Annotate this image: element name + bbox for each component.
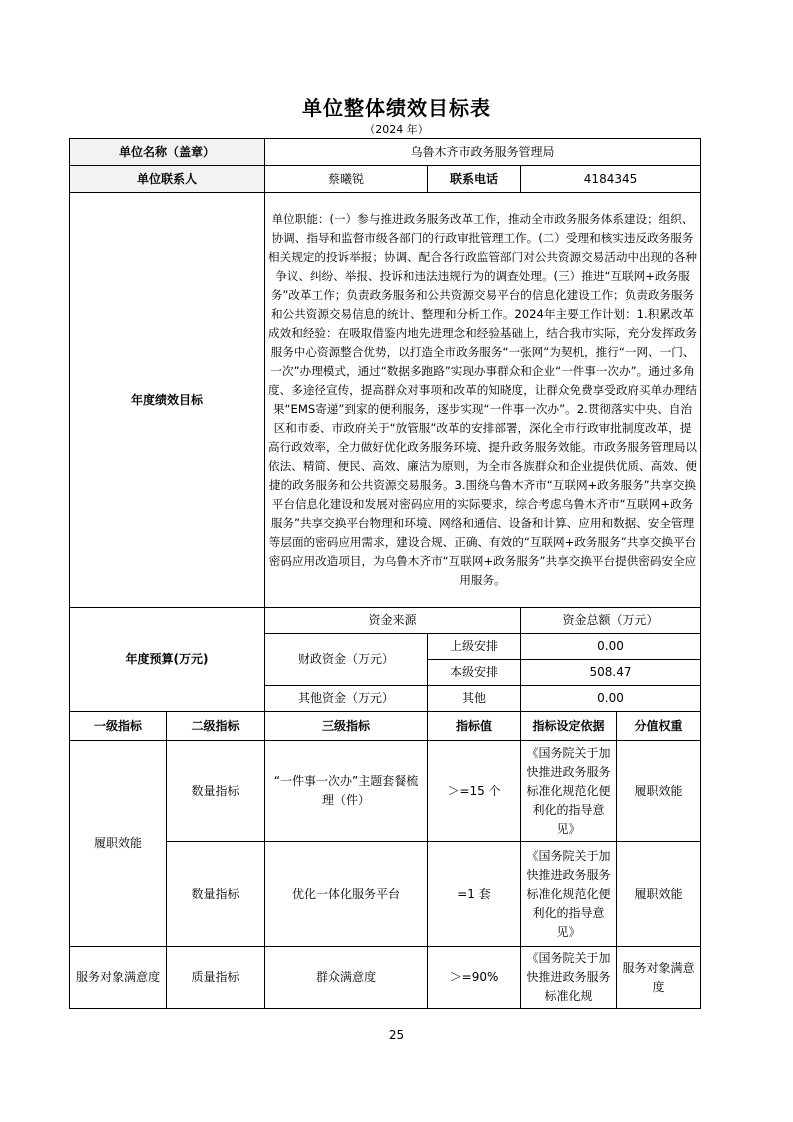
local-allocation-label: 本级安排 — [428, 660, 521, 686]
row3-value: ＞=90% — [428, 947, 521, 1009]
row2-basis: 《国务院关于加快推进政务服务标准化规范化便利化的指导意见》 — [521, 842, 617, 947]
row3-level2: 质量指标 — [167, 947, 265, 1009]
unit-name-label: 单位名称（盖章） — [70, 139, 265, 166]
upper-allocation-label: 上级安排 — [428, 634, 521, 660]
row2-level2: 数量指标 — [167, 842, 265, 947]
contact-label: 单位联系人 — [70, 166, 265, 193]
row3-weight: 服务对象满意度 — [617, 947, 701, 1009]
level1-performance: 履职效能 — [70, 741, 167, 947]
other-fund-value: 0.00 — [521, 686, 701, 712]
phone-label: 联系电话 — [428, 166, 521, 193]
other-fund-sub-label: 其他 — [428, 686, 521, 712]
row1-level3: “一件事一次办”主题套餐梳理（件） — [265, 741, 428, 842]
row1-weight: 履职效能 — [617, 741, 701, 842]
header-level1: 一级指标 — [70, 712, 167, 741]
fiscal-fund-label: 财政资金（万元） — [265, 634, 428, 686]
local-allocation-value: 508.47 — [521, 660, 701, 686]
row2-level3: 优化一体化服务平台 — [265, 842, 428, 947]
performance-table — [69, 138, 701, 1009]
table-row — [70, 947, 701, 1009]
header-level2: 二级指标 — [167, 712, 265, 741]
contact-name: 蔡曦锐 — [265, 166, 428, 193]
row2-weight: 履职效能 — [617, 842, 701, 947]
row1-level2: 数量指标 — [167, 741, 265, 842]
table-row — [70, 741, 701, 842]
header-basis: 指标设定依据 — [521, 712, 617, 741]
other-fund-label: 其他资金（万元） — [265, 686, 428, 712]
page-title: 单位整体绩效目标表 — [302, 96, 491, 120]
fund-source-header: 资金来源 — [265, 608, 521, 634]
header-weight: 分值权重 — [617, 712, 701, 741]
fund-total-header: 资金总额（万元） — [521, 608, 701, 634]
row3-level1: 服务对象满意度 — [70, 947, 167, 1009]
upper-allocation-value: 0.00 — [521, 634, 701, 660]
year-label: （2024 年） — [364, 123, 429, 136]
phone-value: 4184345 — [521, 166, 701, 193]
goal-text: 单位职能：(一）参与推进政务服务改革工作，推动全市政务服务体系建设；组织、协调、指导和监督市级各部门的行政审批管理工作。(二）受理和核实违反政务服务相关规定的投诉举报；协调、配合各行政监管部门对公共资源交易活动中出现的各种争议、纠纷、举报、投诉和违法违规行为的调查处理。(三）推进“互联网+政务服务”改革工作；负责政务服务和公共资源交易平台的信息化建设工作；负责政务服务和公共资源交易信息的统计、整理和分析工作。2024年主要工作计划：1.积累改革成效和经验：在吸取借鉴内地先进理念和经验基础上，结合我市实际，充分发挥政务服务中心资源整合优势，以打造全市政务服务“一张网”为契机，推行“一网、一门、一次”办理模式，通过“数据多跑路”实现办事群众和企业“一件事一次办”。通过多角度、多途径宣传，提高群众对事项和改革的知晓度，让群众免费享受政府买单办理结果“EMS寄递”到家的便利服务，逐步实现“一件事一次办”。2.贯彻落实中央、自治区和市委、市政府关于“放管服”改革的安排部署，深化全市行政审批制度改革，提高行政效率，全力做好优化政务服务环境、提升政务服务效能。市政务服务管理局以依法、精简、便民、高效、廉洁为原则，为全市各族群众和企业提供优质、高效、便捷的政务服务和公共资源交易服务。3.围绕乌鲁木齐市“互联网+政务服务”共享交换平台信息化建设和发展对密码应用的实际要求，综合考虑乌鲁木齐市“互联网+政务服务”共享交换平台物理和环境、网络和通信、设备和计算、应用和数据、安全管理等层面的密码应用需求，建设合规、正确、有效的“互联网+政务服务”共享交换平台密码应用改造项目，为乌鲁木齐市“互联网+政务服务”共享交换平台提供密码安全应用服务。 — [265, 193, 701, 608]
row3-basis: 《国务院关于加快推进政务服务标准化规 — [521, 947, 617, 1009]
header-level3: 三级指标 — [265, 712, 428, 741]
page-number: 25 — [388, 1028, 405, 1042]
row1-basis: 《国务院关于加快推进政务服务标准化规范化便利化的指导意见》 — [521, 741, 617, 842]
row2-value: =1 套 — [428, 842, 521, 947]
header-value: 指标值 — [428, 712, 521, 741]
budget-label: 年度预算(万元) — [70, 608, 265, 712]
row3-level3: 群众满意度 — [265, 947, 428, 1009]
unit-name-value: 乌鲁木齐市政务服务管理局 — [265, 139, 701, 166]
goal-label: 年度绩效目标 — [70, 193, 265, 608]
row1-value: ＞=15 个 — [428, 741, 521, 842]
